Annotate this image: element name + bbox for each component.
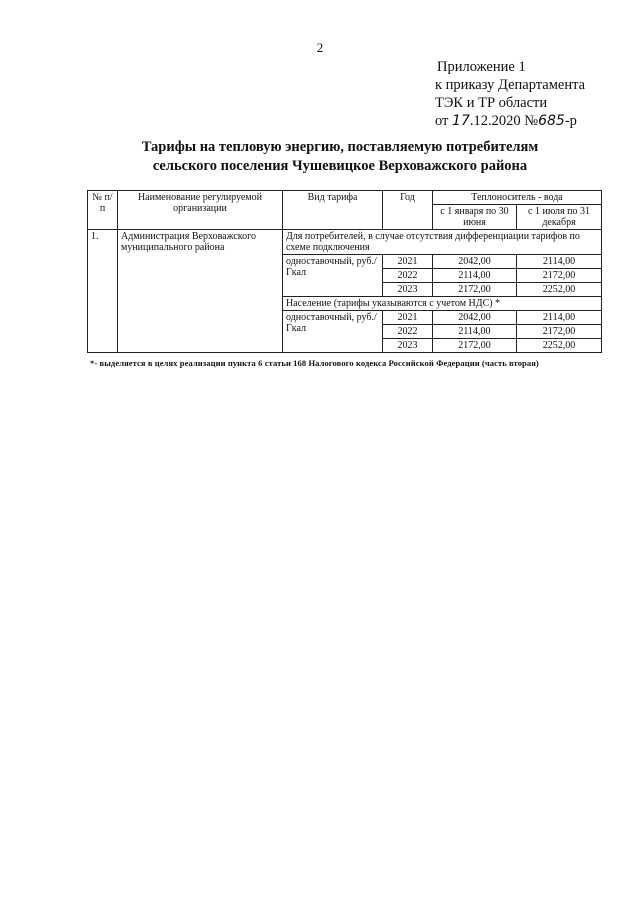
header-year: Год (383, 191, 433, 230)
title-line-1: Тарифы на тепловую энергию, поставляемую потребителям (141, 139, 539, 155)
value-cell: 2172,00 (517, 269, 602, 283)
order-number: 685 (538, 113, 565, 129)
section1-tariff-type: одноставочный, руб./Гкал (283, 255, 383, 297)
tariff-table (87, 190, 602, 353)
section2-tariff-type: одноставочный, руб./Гкал (283, 311, 383, 353)
appendix-date-line (435, 112, 635, 130)
year-cell: 2023 (383, 283, 433, 297)
date-rest: .12.2020 № (469, 113, 539, 129)
appendix-line-1: Приложение 1 (437, 59, 526, 75)
page-number: 2 (316, 40, 324, 55)
appendix-line-3: ТЭК и ТР области (435, 95, 548, 111)
year-cell: 2021 (383, 311, 433, 325)
value-cell: 2114,00 (433, 325, 517, 339)
header-org: Наименование регулируемой организации (118, 191, 283, 230)
year-cell: 2023 (383, 339, 433, 353)
year-cell: 2022 (383, 325, 433, 339)
section1-label: Для потребителей, в случае отсутствия дифференциации тарифов по схеме подключения (283, 230, 602, 255)
header-num: № п/п (88, 191, 118, 230)
date-day: 17 (452, 113, 470, 129)
section1-label-row (88, 230, 602, 255)
value-cell: 2252,00 (517, 339, 602, 353)
header-period-2: с 1 июля по 31 декабря (517, 205, 602, 230)
year-cell: 2022 (383, 269, 433, 283)
title-line-2: сельского поселения Чушевицкое Верховажского района (152, 158, 528, 174)
value-cell: 2114,00 (517, 255, 602, 269)
value-cell: 2252,00 (517, 283, 602, 297)
header-row-1 (88, 191, 602, 205)
value-cell: 2172,00 (433, 283, 517, 297)
row-number: 1. (88, 230, 118, 353)
org-name: Администрация Верховажского муниципального района (118, 230, 283, 353)
order-suffix: -р (564, 113, 577, 129)
value-cell: 2172,00 (517, 325, 602, 339)
value-cell: 2042,00 (433, 311, 517, 325)
section2-label: Население (тарифы указываются с учетом НДС) * (283, 297, 602, 311)
year-cell: 2021 (383, 255, 433, 269)
header-type: Вид тарифа (283, 191, 383, 230)
footnote: *- выделяется в целях реализации пункта 6 статьи 168 Налогового кодекса Российской Федерации (часть вторая) (90, 358, 539, 368)
appendix-line-2: к приказу Департамента (435, 77, 586, 93)
value-cell: 2114,00 (433, 269, 517, 283)
value-cell: 2114,00 (517, 311, 602, 325)
date-prefix: от (435, 113, 449, 129)
header-period-1: с 1 января по 30 июня (433, 205, 517, 230)
document-title (60, 138, 620, 176)
value-cell: 2172,00 (433, 339, 517, 353)
appendix-header (435, 58, 635, 130)
value-cell: 2042,00 (433, 255, 517, 269)
header-carrier: Теплоноситель - вода (433, 191, 602, 205)
